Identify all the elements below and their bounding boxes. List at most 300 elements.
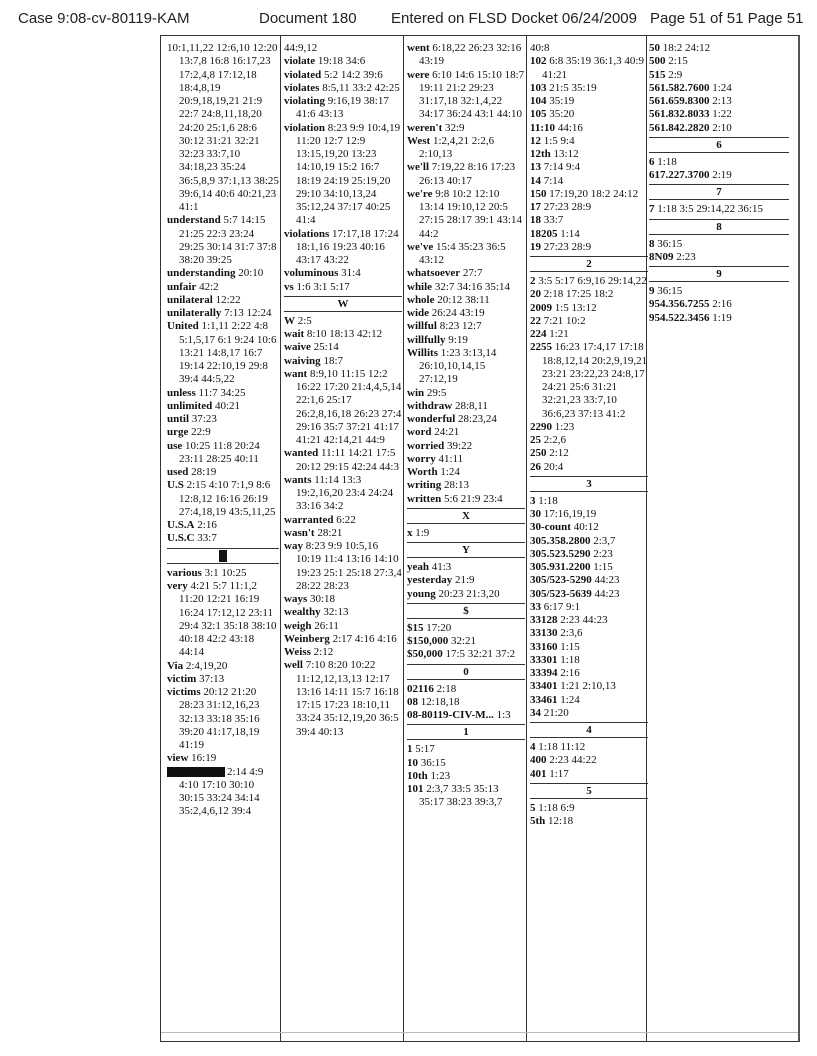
page-line-refs: 44:9,12 [284, 42, 318, 54]
index-entry [530, 214, 648, 227]
index-entry [284, 328, 402, 341]
index-entry [649, 251, 789, 264]
page-line-refs: 44:23 [594, 574, 620, 587]
index-entry [167, 294, 279, 307]
index-entry [407, 696, 525, 709]
index-entry [530, 434, 648, 447]
section-heading [530, 783, 648, 799]
index-entry [530, 288, 648, 301]
index-entry [407, 574, 525, 587]
index-term: United [167, 320, 199, 333]
redaction-block [167, 767, 225, 777]
index-entry [284, 42, 402, 55]
section-rule [407, 523, 525, 524]
page-line-refs: 26:24 43:19 [431, 307, 485, 319]
index-entry [407, 320, 525, 333]
page-line-refs: 2:19 [712, 169, 732, 181]
section-rule [167, 563, 279, 564]
page-line-refs: 25:14 [313, 341, 339, 354]
page-line-refs: 12:22 [215, 293, 241, 306]
section-rule [530, 737, 648, 738]
page-line-refs: 29:5 [426, 386, 447, 399]
section-letter: 4 [586, 724, 592, 736]
index-term: 1 [407, 743, 413, 756]
page-line-refs: 2:3,6 [560, 627, 583, 640]
index-term: 22 [530, 314, 541, 327]
index-term: victim [167, 672, 197, 685]
index-entry [167, 479, 279, 519]
section-letter: $ [463, 604, 469, 617]
index-entry [407, 281, 525, 294]
page-line-refs: 1:22 [712, 108, 732, 121]
index-entry [530, 707, 648, 720]
index-entry [407, 188, 525, 241]
redaction-block [219, 550, 227, 562]
index-entry [284, 95, 402, 122]
index-entry [649, 169, 789, 182]
index-entry [284, 527, 402, 540]
index-term: warranted [284, 513, 334, 526]
page-line-refs: 35:19 [549, 95, 575, 107]
index-entry [407, 709, 525, 722]
page-line-refs: 22:9 [191, 426, 211, 439]
index-entry [530, 802, 648, 815]
section-letter: 6 [716, 138, 722, 151]
page-line-refs: 2:15 [668, 55, 688, 68]
index-term: violating [284, 95, 325, 107]
page-line-refs: 17:5 32:21 37:2 [445, 648, 516, 661]
index-entry [284, 606, 402, 619]
index-entry [284, 447, 402, 474]
page-line-refs: 24:21 [434, 426, 460, 439]
section-heading [530, 722, 648, 738]
index-term: 2009 [530, 301, 552, 314]
index-entry [284, 620, 402, 633]
page-line-refs: 35:20 [549, 108, 575, 121]
page-line-refs: 36:15 [657, 237, 683, 250]
index-term: violate [284, 55, 316, 68]
page-line-refs: 1:23 [554, 420, 575, 433]
index-entry [530, 627, 648, 640]
index-column-3 [407, 42, 525, 810]
index-term: well [284, 659, 303, 672]
index-entry [284, 122, 402, 228]
index-term: 13 [530, 161, 541, 174]
page-line-refs: 2:16 [560, 667, 580, 679]
docket-entry: Entered on FLSD Docket 06/24/2009 [391, 10, 637, 27]
index-entry [407, 241, 525, 268]
index-entry [530, 641, 648, 654]
section-letter: Y [462, 544, 470, 556]
index-term: 105 [530, 108, 547, 121]
index-entry [167, 440, 279, 467]
section-rule [284, 296, 402, 297]
index-term: we've [407, 240, 434, 253]
page-line-refs: 33:7 [543, 214, 564, 227]
page-line-refs: 2:18 17:25 18:2 [543, 288, 614, 301]
page-line-refs: 28:23,24 [458, 413, 497, 425]
index-entry [407, 347, 525, 387]
index-term: 08-80119-CIV-M... [407, 709, 494, 721]
index-term: wait [284, 328, 305, 340]
page-line-refs: 2:12 [549, 447, 569, 460]
page-line-refs: 1:18 [560, 653, 580, 666]
index-entry [167, 686, 279, 752]
index-term: understand [167, 214, 221, 227]
index-term: 33 [530, 600, 541, 613]
index-entry [407, 493, 525, 506]
index-entry [530, 768, 648, 781]
index-term: unilaterally [167, 307, 222, 319]
page-line-refs: 10:1,11,22 12:6,10 12:20 13:7,8 16:8 16:17,23 17:2,4,8 17:12,18 18:4,8,19 20:9,18,19,21 21:9 22:7 24:8,11,18,20 24:20 25:1,6 28:6 30:12 31:21 32:21 32:23 33:7,10 34:18,23 35:24 36:5,8,9 37:1,13 38:25 39:6,14 40:6 40:21,23 41:1 [167, 42, 279, 213]
page-line-refs: 1:24 [712, 81, 732, 94]
page-line-refs: 1:17 [549, 767, 569, 780]
section-rule [530, 783, 648, 784]
page-line-refs: 21:9 [454, 574, 475, 587]
page-line-refs: 8:9,10 11:15 12:2 16:22 17:20 21:4,4,5,14 22:1,6 25:17 26:2,8,16,18 26:23 27:4 29:16 35:7 37:21 41:17 41:21 42:14,21 44:9 [296, 367, 402, 446]
index-term: ways [284, 593, 308, 605]
page-line-refs: 5:2 14:2 39:6 [324, 68, 383, 81]
section-heading [407, 603, 525, 619]
index-term: worried [407, 439, 445, 452]
index-term: various [167, 566, 202, 579]
index-entry [530, 135, 648, 148]
page-line-refs: 26:11 [314, 619, 339, 632]
index-term: 33461 [530, 693, 558, 706]
page-line-refs: 2:17 4:16 4:16 [332, 632, 397, 645]
page-line-refs: 17:19,20 18:2 24:12 [549, 187, 639, 200]
index-term: yesterday [407, 574, 453, 587]
case-number: Case 9:08-cv-80119-KAM [18, 10, 190, 27]
index-term: 33128 [530, 614, 558, 626]
index-term: 102 [530, 55, 547, 68]
index-term: wide [407, 307, 429, 319]
page-line-refs: 18:7 [323, 354, 343, 367]
index-term: x [407, 526, 413, 539]
index-term: 5 [530, 801, 536, 814]
index-term: yeah [407, 561, 429, 573]
section-rule [407, 542, 525, 543]
section-letter: 9 [716, 268, 722, 280]
index-entry [167, 307, 279, 320]
page-line-refs: 9:16,19 38:17 41:6 43:13 [296, 95, 389, 121]
index-column-5 [649, 42, 789, 325]
index-entry [530, 508, 648, 521]
page-line-refs: 10:25 11:8 20:24 23:11 28:25 40:11 [179, 439, 260, 465]
index-term: 2 [530, 275, 536, 287]
page-line-refs: 8:23 9:9 10:5,16 10:19 11:4 13:16 14:10 19:23 25:1 25:18 27:3,4 28:22 28:23 [296, 540, 402, 592]
page-line-refs: 2:14 4:9 4:10 17:10 30:10 30:15 33:24 34:14 35:2,4,6,12 39:4 [179, 765, 264, 818]
section-rule [407, 724, 525, 725]
page-line-refs: 2:16 [197, 519, 217, 531]
section-rule [407, 557, 525, 558]
page-line-refs: 11:14 13:3 19:2,16,20 23:4 24:24 33:16 34:2 [296, 473, 394, 513]
page-line-refs: 12:18,18 [420, 695, 460, 708]
page-line-refs: 28:21 [317, 526, 343, 539]
index-term: wasn't [284, 526, 315, 539]
index-entry [284, 281, 402, 294]
index-term: willfully [407, 333, 446, 346]
index-entry [407, 683, 525, 696]
index-entry [407, 453, 525, 466]
index-entry [530, 188, 648, 201]
index-term: 305/523-5290 [530, 574, 592, 587]
section-rule [649, 234, 789, 235]
section-rule [649, 184, 789, 185]
page-line-refs: 40:8 [530, 42, 550, 54]
index-entry [530, 175, 648, 188]
section-rule [530, 491, 648, 492]
page-line-refs: 2:13 [712, 95, 732, 107]
index-entry [284, 514, 402, 527]
index-entry [407, 757, 525, 770]
index-entry [284, 646, 402, 659]
page-line-refs: 1:9 [415, 526, 430, 539]
section-heading [649, 184, 789, 200]
index-entry [167, 214, 279, 267]
index-entry [530, 82, 648, 95]
page-line-refs: 1:14 [560, 227, 580, 240]
page-line-refs: 2:3,7 33:5 35:13 35:17 38:23 39:3,7 [419, 783, 503, 809]
section-heading [407, 664, 525, 680]
index-term: understanding [167, 267, 236, 280]
page-line-refs: 2:10 [712, 121, 732, 134]
index-entry [649, 95, 789, 108]
index-entry [530, 654, 648, 667]
page-line-refs: 12:18 [548, 815, 574, 827]
index-entry [167, 281, 279, 294]
index-term: 6 [649, 155, 655, 168]
page-line-refs: 7:21 10:2 [543, 314, 586, 327]
page-line-refs: 2:23 44:22 [549, 754, 597, 767]
page-line-refs: 32:21 [451, 635, 477, 647]
page-line-refs: 20:12 21:20 28:23 31:12,16,23 32:13 33:18 35:16 39:20 41:17,18,19 41:19 [179, 686, 260, 752]
page-line-refs: 1:2,4,21 2:2,6 2:10,13 [419, 134, 495, 160]
index-term: wants [284, 473, 312, 486]
page-line-refs: 2:23 [593, 547, 613, 560]
index-entry [530, 148, 648, 161]
index-entry [407, 161, 525, 188]
index-term: until [167, 413, 190, 425]
page-line-refs: 28:8,11 [454, 399, 488, 412]
index-term: 561.832.8033 [649, 108, 710, 121]
index-term: unfair [167, 280, 197, 293]
page-line-refs: 1:24 [440, 466, 460, 478]
index-term: 10th [407, 769, 428, 782]
index-entry [530, 601, 648, 614]
index-term: written [407, 492, 442, 505]
index-entry [530, 201, 648, 214]
page-line-refs: 1:18 6:9 [538, 801, 575, 814]
page-line-refs: 27:7 [462, 267, 483, 280]
index-entry [167, 426, 279, 439]
page-line-refs: 41:11 [438, 452, 464, 465]
index-term: 10 [407, 756, 418, 769]
page-line-refs: 1:1,11 2:22 4:8 5:1,5,17 6:1 9:24 10:6 13:21 14:8,17 16:7 19:14 22:10,19 29:8 39:4 44:5,22 [179, 320, 277, 386]
index-term: violations [284, 227, 330, 240]
page-number: Page 51 of 51 Page 51 [650, 10, 804, 27]
column-divider [403, 36, 404, 1041]
page-line-refs: 16:23 17:4,17 17:18 18:8,12,14 20:2,9,19,21 23:21 23:22,23 24:8,17 24:21 25:6 31:21 32:21,23 33:7,10 36:6,23 37:13 41:2 [542, 341, 648, 420]
index-entry [407, 307, 525, 320]
index-term: 500 [649, 55, 666, 68]
page-line-refs: 6:22 [336, 513, 356, 526]
page-line-refs: 2:12 [313, 646, 334, 658]
page-line-refs: 7:10 8:20 10:22 11:12,12,13,13 12:17 13:16 14:11 15:7 16:18 17:15 17:23 18:10,11 33:24 35:12,19,20 36:5 39:4 40:13 [296, 659, 399, 738]
section-rule [530, 476, 648, 477]
index-term: 7 [649, 203, 655, 216]
index-term: waive [284, 341, 311, 354]
index-entry [167, 580, 279, 660]
section-letter: 8 [716, 220, 722, 233]
column-divider [526, 36, 527, 1041]
page-line-refs: 7:14 9:4 [543, 161, 581, 174]
index-entry [530, 228, 648, 241]
index-term: unless [167, 386, 196, 399]
index-term: 18205 [530, 227, 558, 240]
page-line-refs: 1:18 [538, 494, 558, 507]
section-letter: 5 [586, 784, 592, 797]
index-term: violated [284, 68, 322, 81]
index-entry [407, 770, 525, 783]
page-line-refs: 30:18 [309, 593, 336, 605]
page-line-refs: 41:3 [431, 561, 452, 573]
index-entry [530, 55, 648, 82]
index-entry [167, 660, 279, 673]
index-entry [530, 667, 648, 680]
page-line-refs: 5:6 21:9 23:4 [443, 492, 503, 505]
index-term: 50 [649, 42, 660, 54]
page-line-refs: 2:15 4:10 7:1,9 8:6 12:8,12 16:16 26:19 27:4,18,19 43:5,11,25 [179, 479, 276, 518]
page-line-refs: 8:10 18:13 42:12 [306, 328, 383, 340]
index-entry [167, 567, 279, 580]
index-entry [167, 42, 279, 214]
page-line-refs: 44:16 [557, 121, 583, 134]
page-line-refs: 20:4 [543, 460, 564, 473]
index-entry [407, 413, 525, 426]
index-entry [530, 42, 648, 55]
index-entry [530, 161, 648, 174]
index-term: 561.659.8300 [649, 95, 710, 107]
index-entry [530, 108, 648, 121]
page-line-refs: 2:2,6 [543, 434, 567, 446]
index-term: 954.522.3456 [649, 311, 710, 324]
index-term: 401 [530, 767, 547, 780]
index-term: whatsoever [407, 267, 461, 280]
index-term: we'll [407, 161, 429, 174]
index-term: 33301 [530, 653, 558, 666]
index-term: vs [284, 280, 294, 293]
index-entry [530, 341, 648, 421]
document-number: Document 180 [259, 10, 357, 27]
section-heading [649, 137, 789, 153]
index-entry [530, 694, 648, 707]
index-term: U.S.C [167, 532, 195, 545]
page-line-refs: 6:17 9:1 [543, 600, 581, 613]
page-line-refs: 2:3,7 [593, 534, 616, 547]
index-term: voluminous [284, 267, 339, 280]
index-term: weigh [284, 619, 312, 632]
page-line-refs: 17:17,18 17:24 18:1,16 19:23 40:16 43:17 43:22 [296, 227, 399, 266]
page-line-refs: 2:9 [668, 68, 683, 81]
index-term: Worth [407, 466, 438, 478]
index-term: $50,000 [407, 648, 443, 661]
index-term: wealthy [284, 606, 321, 619]
index-term: 26 [530, 460, 541, 473]
section-heading [284, 296, 402, 312]
index-entry [407, 635, 525, 648]
index-term: unlimited [167, 399, 213, 412]
page-line-refs: 6:10 14:6 15:10 18:7 19:11 21:2 29:23 31:17,18 32:1,4,22 34:17 36:24 43:1 44:10 [419, 68, 525, 121]
index-term: unilateral [167, 293, 213, 306]
page-line-refs: 9:19 [448, 333, 468, 346]
index-term: 104 [530, 95, 547, 107]
page-line-refs: 20:23 21:3,20 [438, 587, 500, 600]
page-line-refs: 17:20 [426, 621, 452, 634]
page-line-refs: 9:8 10:2 12:10 13:14 19:10,12 20:5 27:15 28:17 39:1 43:14 44:2 [419, 187, 522, 240]
index-term: were [407, 68, 430, 81]
section-rule [530, 722, 648, 723]
page-line-refs: 1:6 3:1 5:17 [296, 280, 350, 293]
page-line-refs: 1:21 [549, 328, 569, 340]
index-entry [284, 474, 402, 514]
page-line-refs: 11:11 14:21 17:5 20:12 29:15 42:24 44:3 [296, 447, 399, 473]
index-column-1 [167, 42, 279, 819]
index-term: 515 [649, 68, 666, 81]
section-rule [649, 152, 789, 153]
index-entry [167, 766, 279, 819]
index-entry [649, 122, 789, 135]
index-term: young [407, 587, 436, 600]
page-line-refs: 21:20 [543, 706, 569, 719]
index-entry [649, 55, 789, 68]
page-line-refs: 1:3 [496, 709, 511, 721]
index-term: U.S [167, 479, 184, 492]
page-line-refs: 21:5 35:19 [549, 81, 597, 94]
page-line-refs: 27:23 28:9 [543, 240, 592, 253]
index-entry [167, 673, 279, 686]
index-term: 34 [530, 706, 541, 719]
index-term: whole [407, 293, 435, 306]
bottom-rule [161, 1032, 798, 1033]
index-term: violation [284, 121, 325, 134]
section-rule [649, 199, 789, 200]
index-term: wonderful [407, 413, 456, 425]
index-entry [407, 69, 525, 122]
page-line-refs: 1:18 [657, 155, 677, 168]
page-line-refs: 7:14 [543, 174, 564, 187]
index-term: view [167, 752, 189, 765]
index-term: 5th [530, 815, 546, 827]
index-entry [649, 298, 789, 311]
section-rule [167, 548, 279, 549]
index-entry [407, 426, 525, 439]
section-heading [649, 266, 789, 282]
index-term: Via [167, 659, 184, 672]
page-line-refs: 1:15 [560, 640, 580, 653]
page-line-refs: 13:12 [553, 148, 579, 160]
section-heading [649, 219, 789, 235]
page-line-refs: 17:16,19,19 [543, 508, 597, 520]
index-term: writing [407, 479, 442, 492]
index-entry [284, 593, 402, 606]
index-entry [530, 548, 648, 561]
section-letter: X [462, 509, 470, 522]
page-line-refs: 2:18 [436, 682, 457, 695]
section-rule [649, 266, 789, 267]
index-term: 12 [530, 134, 541, 147]
index-term: 2290 [530, 420, 552, 433]
